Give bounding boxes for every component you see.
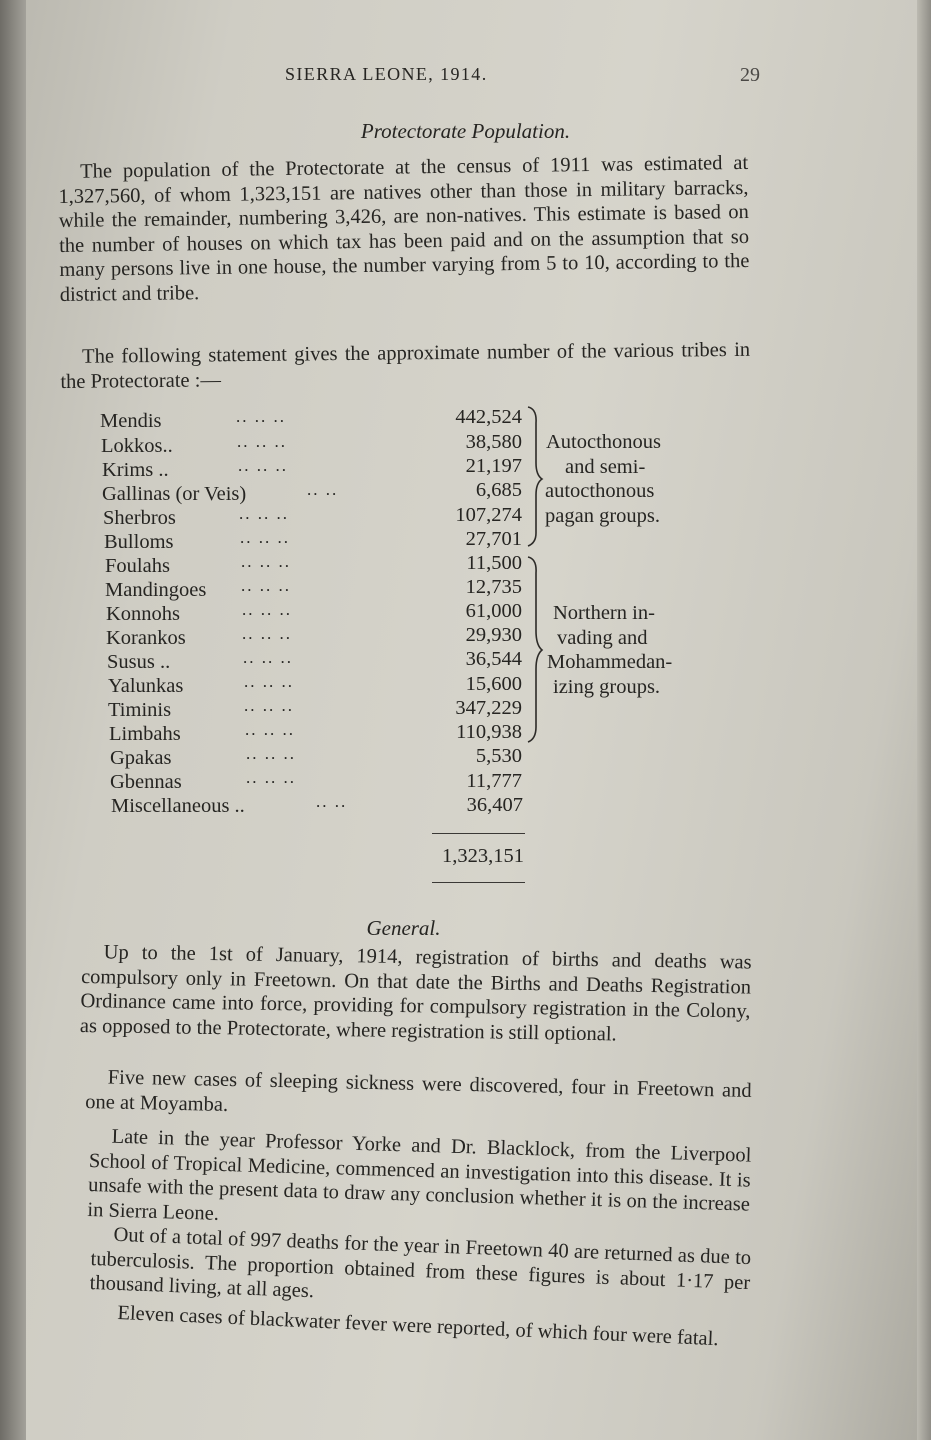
tribe-name: Miscellaneous .. xyxy=(111,795,245,817)
tribe-name: Sherbros xyxy=(103,507,176,529)
tribe-name: Yalunkas xyxy=(108,675,184,697)
leader-dots: .. .. .. xyxy=(240,528,290,547)
total-rule-bottom xyxy=(432,882,525,883)
leader-dots: .. .. .. xyxy=(243,648,293,667)
tribe-count: 36,407 xyxy=(466,794,523,816)
tribe-count: 347,229 xyxy=(455,697,522,719)
tribe-name: Bulloms xyxy=(104,531,174,553)
leader-dots: .. .. .. xyxy=(241,576,291,595)
page-edge-shadow xyxy=(917,0,931,1440)
tribe-name: Lokkos.. xyxy=(101,435,173,457)
tribe-name: Krims .. xyxy=(102,459,169,481)
tribe-count: 21,197 xyxy=(465,455,522,477)
leader-dots: .. .. .. xyxy=(245,720,295,739)
running-title: SIERRA LEONE, 1914. xyxy=(285,64,488,84)
section-heading-protectorate: Protectorate Population. xyxy=(360,119,571,143)
paragraph-statement: The following statement gives the approximate number of the various tribes in the Protectorate :— xyxy=(60,338,751,393)
tribe-name: Mandingoes xyxy=(105,579,207,601)
leader-dots: .. .. .. xyxy=(236,407,286,426)
paragraph-tuberculosis: Out of a total of 997 deaths for the year in Freetown 40 are returned as due to tuberculosis. The proportion obtained from these figures is about 1·17 per thousand living, at all ages. xyxy=(89,1223,752,1303)
tribe-count: 5,530 xyxy=(475,745,522,767)
tribe-name: Gpakas xyxy=(110,747,172,769)
leader-dots: .. .. .. xyxy=(238,456,288,475)
book-spine-shadow xyxy=(0,0,26,1440)
tribe-name: Mendis xyxy=(100,410,162,432)
leader-dots: .. .. .. xyxy=(241,552,291,571)
leader-dots: .. .. .. xyxy=(246,744,296,763)
group-label-northern xyxy=(547,601,673,699)
page-number: 29 xyxy=(740,64,760,86)
leader-dots: .. .. xyxy=(316,792,348,811)
tribe-name: Gallinas (or Veis) xyxy=(102,483,247,505)
tribe-count: 61,000 xyxy=(465,600,522,622)
group-1-line: pagan groups. xyxy=(545,504,661,527)
total-rule-top xyxy=(432,833,525,834)
tribe-name: Korankos xyxy=(106,627,186,649)
tribe-count: 442,524 xyxy=(455,406,522,428)
tribe-name: Limbahs xyxy=(109,723,181,745)
leader-dots: .. .. .. xyxy=(237,432,287,451)
brace-group-1 xyxy=(528,407,542,546)
group-2-line: Northern in- xyxy=(553,602,655,624)
paragraph-sleeping-sickness: Five new cases of sleeping sickness were discovered, four in Freetown and one at Moyamba. xyxy=(85,1066,752,1116)
tribe-name: Foulahs xyxy=(105,555,170,577)
section-heading-general: General. xyxy=(366,916,441,940)
tribe-count: 36,544 xyxy=(465,648,522,670)
group-1-line: Autocthonous xyxy=(546,431,662,453)
group-2-line: izing groups. xyxy=(553,675,661,698)
group-2-line: Mohammedan- xyxy=(547,651,673,673)
tribe-name: Susus .. xyxy=(107,651,171,673)
tribe-count: 29,930 xyxy=(465,624,522,646)
brace-group-2 xyxy=(528,557,542,742)
tribe-count: 27,701 xyxy=(465,528,522,550)
tribe-count: 12,735 xyxy=(465,576,522,598)
tribe-count: 107,274 xyxy=(455,504,522,526)
leader-dots: .. .. .. xyxy=(242,600,292,619)
tribe-count: 6,685 xyxy=(475,479,522,501)
tribe-count: 38,580 xyxy=(465,431,522,453)
page-header xyxy=(70,64,760,92)
paragraph-investigation: Late in the year Professor Yorke and Dr. Blacklock, from the Liverpool School of Tropical Medicine, commenced an investigation into this disease. It is unsafe with the present data to draw any conclusion whether it is on the increase in Sierra Leone. xyxy=(87,1125,752,1225)
leader-dots: .. .. .. xyxy=(239,504,289,523)
leader-dots: .. .. .. xyxy=(246,768,296,787)
group-1-line: and semi- xyxy=(565,455,646,478)
tribe-count: 110,938 xyxy=(456,721,522,743)
group-1-line: autocthonous xyxy=(545,480,655,502)
group-label-autocthonous xyxy=(545,430,661,528)
leader-dots: .. .. .. xyxy=(244,696,294,715)
leader-dots: .. .. xyxy=(307,480,339,499)
group-2-line: vading and xyxy=(557,626,648,649)
tribe-count: 15,600 xyxy=(465,673,522,695)
tribe-count: 11,500 xyxy=(466,552,522,574)
tribe-name: Gbennas xyxy=(110,771,182,793)
tribe-name: Timinis xyxy=(108,699,172,721)
tribe-name: Konnohs xyxy=(106,603,181,625)
paragraph-population: The population of the Protectorate at the census of 1911 was estimated at 1,327,560, of whom 1,323,151 are natives other than those in military barracks, while the remainder, numbering 3,426, are non-natives. This estimate is based on the number of houses on which tax has been paid and on the assumption that so many persons live in one house, the number varying from 5 to 10, according to the district and tribe. xyxy=(58,151,750,306)
paragraph-registration: Up to the 1st of January, 1914, registration of births and deaths was compulsory only in Freetown. On that date the Births and Deaths Registration Ordinance came into force, providing for compulsory registration in the Colony, as opposed to the Protectorate, where registration is still optional. xyxy=(79,941,752,1045)
paragraph-blackwater-fever: Eleven cases of blackwater fever were reported, of which four were fatal. xyxy=(116,1301,719,1351)
leader-dots: .. .. .. xyxy=(242,624,292,643)
tribe-count: 11,777 xyxy=(466,770,522,792)
tribes-total: 1,323,151 xyxy=(442,845,524,867)
leader-dots: .. .. .. xyxy=(244,672,294,691)
